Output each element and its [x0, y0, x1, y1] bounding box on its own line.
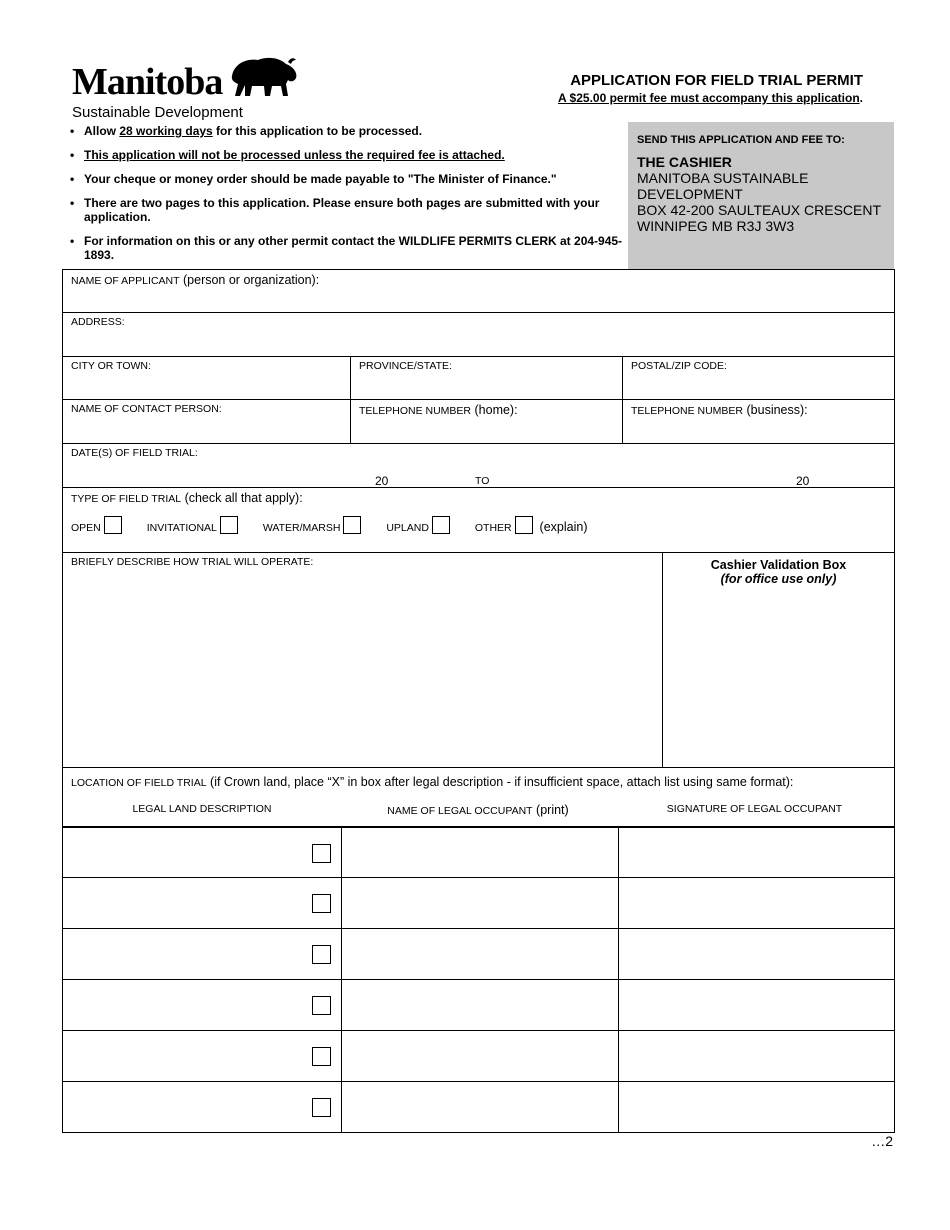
contact-row	[62, 400, 895, 444]
legal-land-cell[interactable]	[63, 929, 341, 979]
phone-home-field[interactable]	[350, 400, 622, 443]
address-label: ADDRESS:	[71, 316, 125, 328]
instruction-item	[70, 124, 625, 138]
col-legal-header: LEGAL LAND DESCRIPTION	[132, 803, 272, 815]
instruction-text: There are two pages to this application. Please ensure both pages are submitted with your application.	[84, 196, 600, 224]
invitational-checkbox[interactable]	[220, 516, 238, 534]
location-header-row	[62, 768, 895, 827]
manitoba-logo	[70, 52, 310, 124]
trial-type-field	[63, 488, 894, 552]
send-to-line: DEVELOPMENT	[637, 186, 743, 202]
col-occupant-header: NAME OF LEGAL OCCUPANT (print)	[387, 803, 569, 817]
instruction-text: for this application to be processed.	[212, 124, 423, 138]
address-row	[62, 313, 895, 357]
crown-land-checkbox[interactable]	[312, 894, 331, 913]
open-checkbox[interactable]	[104, 516, 122, 534]
location-column-headers	[71, 803, 886, 825]
fee-note: A $25.00 permit fee must accompany this application.	[558, 91, 863, 105]
occupant-name-cell[interactable]	[341, 1082, 618, 1132]
year-prefix-end: 20	[796, 474, 810, 488]
option-water-label: WATER/MARSH	[262, 522, 341, 534]
applicant-label: NAME OF APPLICANT (person or organization):	[71, 273, 320, 287]
instructions-list	[70, 124, 625, 272]
location-address-row	[62, 357, 895, 400]
page-indicator: …2	[871, 1133, 893, 1149]
legal-land-cell[interactable]	[63, 828, 341, 877]
postal-field[interactable]	[622, 357, 894, 399]
occupant-name-cell[interactable]	[341, 929, 618, 979]
instruction-text: For information on this or any other permit contact the WILDLIFE PERMITS CLERK at 204-945-1893.	[84, 234, 623, 262]
send-to-box	[628, 122, 894, 270]
instruction-text: This application will not be processed unless the required fee is attached.	[84, 148, 505, 162]
postal-label: POSTAL/ZIP CODE:	[631, 360, 727, 372]
location-header	[63, 768, 894, 830]
location-table-row	[62, 980, 895, 1031]
col-signature-header: SIGNATURE OF LEGAL OCCUPANT	[666, 803, 843, 815]
instruction-item	[70, 234, 625, 262]
occupant-signature-cell[interactable]	[618, 1031, 894, 1081]
year-prefix-start: 20	[375, 474, 389, 488]
phone-business-field[interactable]	[622, 400, 894, 443]
instruction-item	[70, 172, 625, 186]
occupant-signature-cell[interactable]	[618, 980, 894, 1030]
application-form	[62, 269, 895, 1133]
occupant-name-cell[interactable]	[341, 878, 618, 928]
cashier-validation-box	[662, 553, 894, 767]
describe-row	[62, 553, 895, 768]
dates-row	[62, 444, 895, 488]
occupant-signature-cell[interactable]	[618, 828, 894, 877]
water-marsh-checkbox[interactable]	[343, 516, 361, 534]
describe-label: BRIEFLY DESCRIBE HOW TRIAL WILL OPERATE:	[71, 556, 314, 568]
option-upland-label: UPLAND	[386, 522, 429, 534]
phone-business-label: TELEPHONE NUMBER (business):	[631, 403, 808, 417]
applicant-field[interactable]	[63, 270, 894, 312]
instruction-item	[70, 196, 625, 224]
occupant-signature-cell[interactable]	[618, 929, 894, 979]
province-label: PROVINCE/STATE:	[359, 360, 452, 372]
crown-land-checkbox[interactable]	[312, 1098, 331, 1117]
instruction-emphasis: 28 working days	[119, 124, 213, 138]
city-field[interactable]	[63, 357, 350, 399]
location-table-row	[62, 1031, 895, 1082]
legal-land-cell[interactable]	[63, 1031, 341, 1081]
legal-land-cell[interactable]	[63, 980, 341, 1030]
send-to-line: BOX 42-200 SAULTEAUX CRESCENT	[637, 202, 882, 218]
address-field[interactable]	[63, 313, 894, 356]
send-to-line: THE CASHIER	[637, 154, 732, 170]
dates-label: DATE(S) OF FIELD TRIAL:	[71, 447, 198, 459]
legal-land-cell[interactable]	[63, 1082, 341, 1132]
crown-land-checkbox[interactable]	[312, 996, 331, 1015]
occupant-signature-cell[interactable]	[618, 1082, 894, 1132]
logo-wordmark: Manitoba	[72, 61, 223, 103]
bison-icon	[228, 54, 300, 100]
occupant-name-cell[interactable]	[341, 1031, 618, 1081]
page-title: APPLICATION FOR FIELD TRIAL PERMIT	[570, 72, 863, 89]
option-explain-label: (explain)	[539, 520, 588, 534]
location-table-row	[62, 929, 895, 980]
city-label: CITY OR TOWN:	[71, 360, 151, 372]
option-open-label: OPEN	[71, 522, 101, 534]
location-table-row	[62, 878, 895, 929]
instruction-text: Allow	[84, 124, 120, 138]
contact-field[interactable]	[63, 400, 350, 443]
dates-field[interactable]	[63, 444, 894, 487]
location-table-row	[62, 1082, 895, 1133]
contact-label: NAME OF CONTACT PERSON:	[71, 403, 222, 415]
crown-land-checkbox[interactable]	[312, 844, 331, 863]
location-table-row	[62, 827, 895, 878]
occupant-signature-cell[interactable]	[618, 878, 894, 928]
other-checkbox[interactable]	[515, 516, 533, 534]
location-label: LOCATION OF FIELD TRIAL (if Crown land, place “X” in box after legal description - if insufficient space, attach list using same format):	[71, 775, 794, 789]
trial-type-row	[62, 488, 895, 553]
instruction-item	[70, 148, 625, 162]
province-field[interactable]	[350, 357, 622, 399]
cashier-title: Cashier Validation Box	[710, 558, 847, 572]
option-other-label: OTHER	[474, 522, 512, 534]
crown-land-checkbox[interactable]	[312, 945, 331, 964]
legal-land-cell[interactable]	[63, 878, 341, 928]
logo-subtitle: Sustainable Development	[72, 104, 243, 121]
cashier-subtitle: (for office use only)	[720, 572, 837, 586]
trial-type-options	[71, 516, 587, 534]
fee-note-text: A $25.00 permit fee must accompany this application	[558, 91, 860, 105]
title-block	[558, 72, 863, 105]
occupant-name-cell[interactable]	[341, 828, 618, 877]
send-to-line: WINNIPEG MB R3J 3W3	[637, 218, 795, 234]
send-to-line: MANITOBA SUSTAINABLE	[637, 170, 809, 186]
upland-checkbox[interactable]	[432, 516, 450, 534]
send-to-heading: SEND THIS APPLICATION AND FEE TO:	[637, 134, 845, 146]
applicant-row	[62, 269, 895, 313]
occupant-name-cell[interactable]	[341, 980, 618, 1030]
trial-type-label: TYPE OF FIELD TRIAL (check all that apply):	[71, 491, 303, 505]
describe-field[interactable]	[63, 553, 662, 767]
crown-land-checkbox[interactable]	[312, 1047, 331, 1066]
phone-home-label: TELEPHONE NUMBER (home):	[359, 403, 518, 417]
instruction-text: Your cheque or money order should be made payable to "The Minister of Finance."	[84, 172, 557, 186]
option-invitational-label: INVITATIONAL	[146, 522, 217, 534]
to-label: TO	[475, 475, 490, 487]
